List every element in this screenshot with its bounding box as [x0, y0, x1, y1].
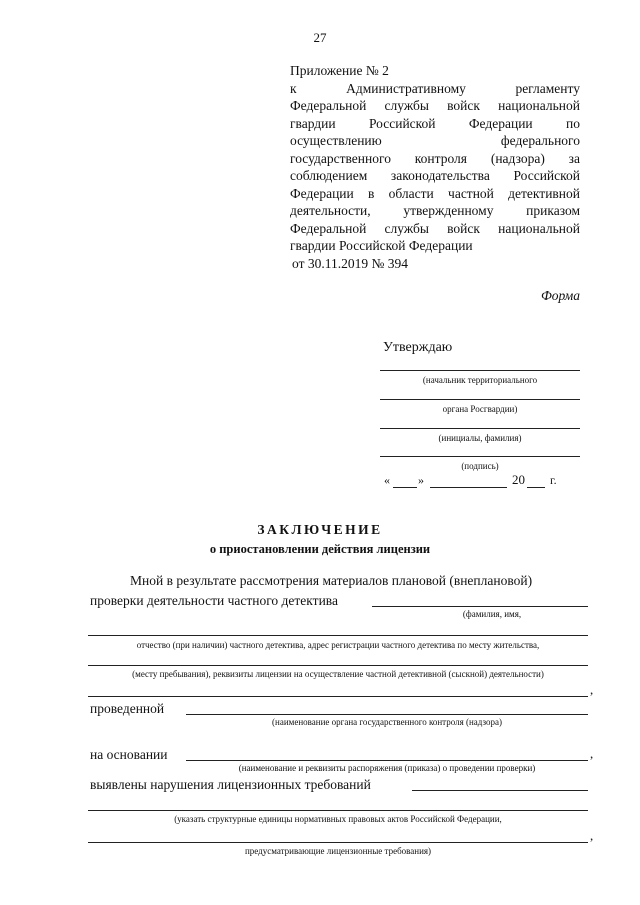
appendix-line: гвардии Российской Федерации по — [290, 115, 580, 131]
appendix-line: Федеральной службы войск национальной — [290, 98, 580, 113]
document-title: ЗАКЛЮЧЕНИЕ — [257, 522, 383, 537]
approval-title: Утверждаю — [383, 340, 453, 355]
caption-name: (фамилия, имя, — [462, 609, 522, 619]
conducted-label: проведенной — [90, 701, 165, 716]
appendix-line: гвардии Российской Федерации — [290, 238, 473, 253]
approval-caption: (инициалы, фамилия) — [438, 433, 522, 443]
violations-line — [412, 790, 588, 791]
appendix-header — [290, 62, 580, 272]
caption-requirements: предусматривающие лицензионные требования) — [244, 846, 432, 856]
norms-line — [88, 810, 588, 811]
caption-order: (наименование и реквизиты распоряжения (приказа) о проведении проверки) — [238, 763, 536, 773]
approval-line — [380, 370, 580, 371]
appendix-line: осуществлению федерального — [290, 133, 580, 148]
intro-text-line-2: проверки деятельности частного детектива — [90, 593, 338, 608]
requirements-line — [88, 842, 588, 843]
appendix-line: Приложение № 2 — [290, 63, 389, 78]
appendix-line: деятельности, утвержденному приказом — [290, 203, 580, 218]
caption-norms: (указать структурные единицы нормативных правовых актов Российской Федерации, — [174, 814, 502, 824]
detective-address-line — [88, 665, 588, 666]
approval-line — [380, 428, 580, 429]
intro-text-line-1: Мной в результате рассмотрения материалов плановой (внеплановой) — [130, 573, 533, 588]
year-suffix: г. — [550, 473, 557, 487]
approval-caption: (подпись) — [461, 461, 499, 471]
approval-caption: органа Росгвардии) — [442, 404, 518, 414]
caption-stay: (месту пребывания), реквизиты лицензии на осуществление частной детективной (сыскной) деятельности) — [132, 669, 544, 679]
basis-line — [186, 760, 588, 761]
comma: , — [590, 682, 594, 697]
year-field-line — [527, 487, 545, 488]
document-subtitle: о приостановлении действия лицензии — [209, 542, 431, 556]
detective-name-line — [372, 606, 588, 607]
license-details-line — [88, 696, 588, 697]
form-label: Форма — [540, 288, 580, 303]
approval-line — [380, 399, 580, 400]
approval-line — [380, 456, 580, 457]
appendix-line: государственного контроля (надзора) за — [290, 150, 580, 166]
month-field-line — [430, 487, 507, 488]
comma: , — [590, 828, 594, 843]
page-number: 27 — [313, 30, 327, 45]
date-close-quote: » — [418, 473, 424, 487]
appendix-date: от 30.11.2019 № 394 — [292, 255, 408, 271]
appendix-line: Федеральной службы войск национальной — [290, 220, 580, 236]
detective-details-line — [88, 635, 588, 636]
day-field-line — [393, 487, 417, 488]
approval-caption: (начальник территориального — [422, 375, 538, 385]
year-prefix: 20 — [512, 472, 525, 487]
date-open-quote: « — [384, 473, 390, 487]
appendix-line: соблюдением законодательства Российской — [290, 168, 580, 183]
violations-label: выявлены нарушения лицензионных требований — [90, 777, 371, 792]
caption-patronymic: отчество (при наличии) частного детектива, адрес регистрации частного детектива по месту жительства, — [136, 640, 540, 650]
authority-line — [186, 714, 588, 715]
caption-authority: (наименование органа государственного контроля (надзора) — [272, 717, 502, 727]
comma: , — [590, 746, 594, 761]
basis-label: на основании — [90, 747, 168, 762]
appendix-line: Федерации в области частной детективной — [290, 185, 580, 201]
appendix-line: к Административному регламенту — [290, 80, 580, 96]
